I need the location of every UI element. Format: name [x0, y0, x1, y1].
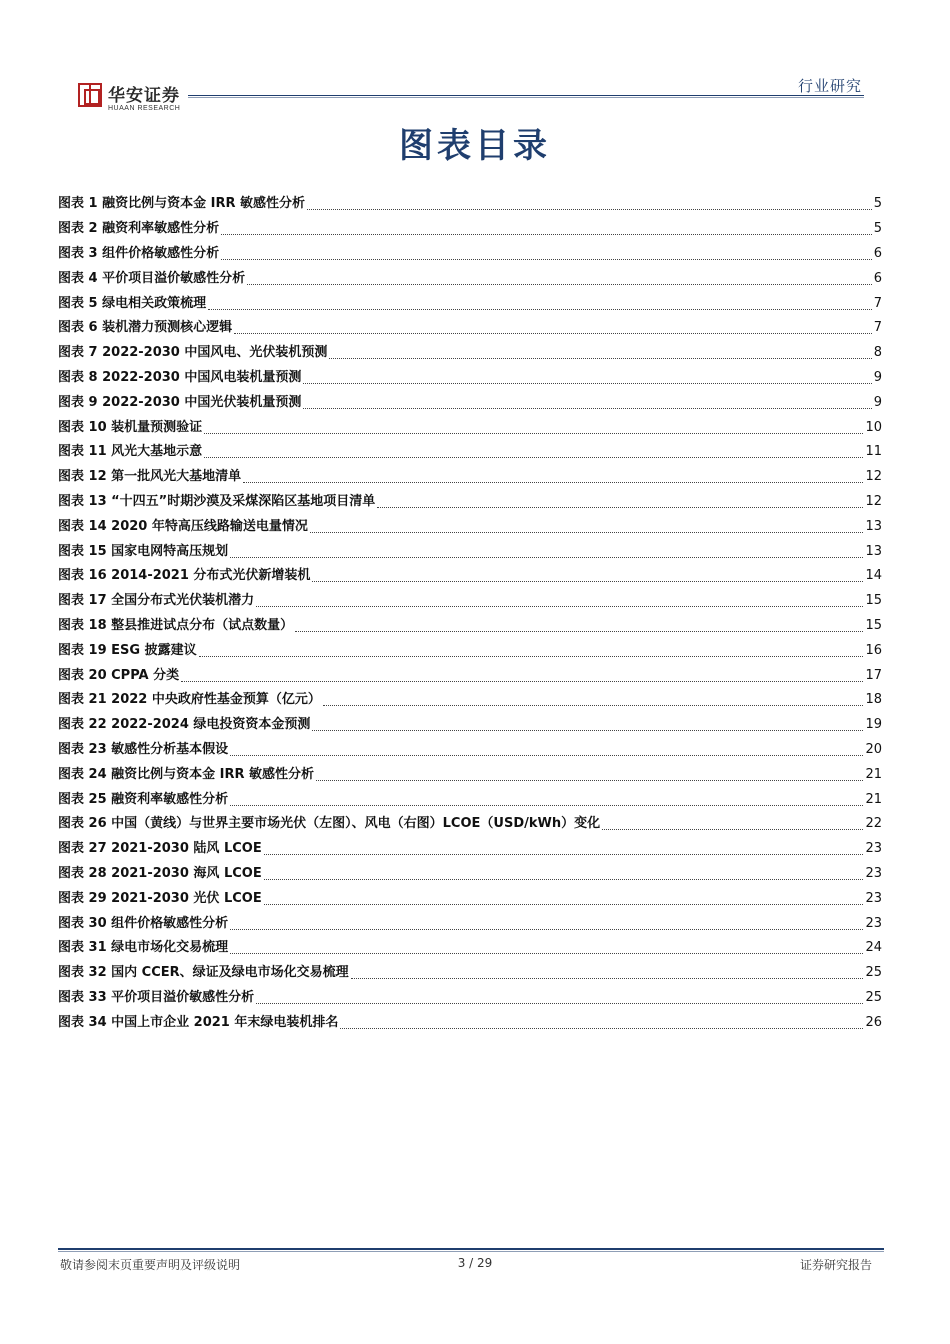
toc-entry[interactable]: [58, 514, 882, 539]
toc-leader-dots: [377, 506, 863, 508]
toc-leader-dots: [181, 680, 863, 682]
toc-leader-dots: [340, 1027, 863, 1029]
toc-entry[interactable]: [58, 986, 882, 1011]
toc-leader-dots: [316, 779, 863, 781]
toc-entry[interactable]: [58, 366, 882, 391]
toc-entry[interactable]: [58, 217, 882, 242]
toc-entry[interactable]: [58, 589, 882, 614]
toc-leader-dots: [230, 952, 863, 954]
toc-entry-page: 7: [873, 295, 882, 311]
toc-leader-dots: [303, 407, 871, 409]
footer-divider-secondary: [58, 1251, 884, 1252]
toc-entry-label: 图表 5 绿电相关政策梳理: [58, 295, 207, 311]
toc-entry-label: 图表 10 装机量预测验证: [58, 419, 203, 435]
header-divider: [188, 95, 864, 96]
toc-entry-label: 图表 31 绿电市场化交易梳理: [58, 940, 229, 956]
toc-entry-label: 图表 34 中国上市企业 2021 年末绿电装机排名: [58, 1014, 339, 1030]
toc-entry[interactable]: [58, 762, 882, 787]
toc-entry[interactable]: [58, 242, 882, 267]
toc-entry-page: 8: [873, 345, 882, 361]
section-label: 行业研究: [797, 77, 862, 95]
toc-entry-page: 26: [865, 1014, 882, 1030]
toc-entry-label: 图表 18 整县推进试点分布（试点数量）: [58, 617, 294, 633]
toc-entry-page: 15: [865, 617, 882, 633]
toc-entry[interactable]: [58, 911, 882, 936]
toc-entry[interactable]: [58, 738, 882, 763]
toc-entry-page: 12: [865, 469, 882, 485]
toc-leader-dots: [264, 853, 864, 855]
toc-leader-dots: [323, 704, 864, 706]
toc-leader-dots: [307, 208, 872, 210]
toc-entry[interactable]: [58, 886, 882, 911]
toc-entry[interactable]: [58, 862, 882, 887]
toc-entry[interactable]: [58, 614, 882, 639]
footer-divider: [58, 1248, 884, 1250]
toc-leader-dots: [204, 456, 863, 458]
toc-entry-label: 图表 27 2021-2030 陆风 LCOE: [58, 841, 262, 857]
toc-entry-page: 14: [865, 568, 882, 584]
toc-entry-page: 25: [865, 989, 882, 1005]
toc-entry[interactable]: [58, 812, 882, 837]
toc-leader-dots: [204, 432, 863, 434]
toc-leader-dots: [256, 605, 863, 607]
toc-entry-label: 图表 26 中国（黄线）与世界主要市场光伏（左图）、风电（右图）LCOE（USD/kWh）变化: [58, 816, 601, 832]
toc-leader-dots: [234, 332, 872, 334]
toc-entry[interactable]: [58, 961, 882, 986]
toc-entry[interactable]: [58, 465, 882, 490]
toc-entry-label: 图表 13 “十四五”时期沙漠及采煤深陷区基地项目清单: [58, 493, 376, 509]
disclaimer-note: 敬请参阅末页重要声明及评级说明: [60, 1258, 241, 1272]
toc-entry-label: 图表 28 2021-2030 海风 LCOE: [58, 865, 262, 881]
toc-leader-dots: [247, 283, 872, 285]
toc-entry[interactable]: [58, 1010, 882, 1035]
toc-entry-page: 13: [865, 543, 882, 559]
page-number: 3 / 29: [457, 1256, 493, 1270]
toc-entry-label: 图表 32 国内 CCER、绿证及绿电市场化交易梳理: [58, 965, 349, 981]
toc-entry[interactable]: [58, 490, 882, 515]
toc-entry[interactable]: [58, 266, 882, 291]
toc-leader-dots: [208, 308, 872, 310]
toc-leader-dots: [602, 828, 863, 830]
toc-entry[interactable]: [58, 341, 882, 366]
toc-leader-dots: [230, 928, 863, 930]
logo-seal-icon: [78, 83, 102, 107]
toc-entry-page: 25: [865, 965, 882, 981]
toc-entry[interactable]: [58, 390, 882, 415]
toc-entry-label: 图表 29 2021-2030 光伏 LCOE: [58, 890, 262, 906]
toc-entry-label: 图表 17 全国分布式光伏装机潜力: [58, 593, 255, 609]
toc-entry-label: 图表 9 2022-2030 中国光伏装机量预测: [58, 394, 302, 410]
header-divider-secondary: [188, 97, 864, 98]
toc-entry-label: 图表 20 CPPA 分类: [58, 667, 180, 683]
toc-leader-dots: [264, 903, 864, 905]
toc-entry-page: 11: [865, 444, 882, 460]
toc-entry[interactable]: [58, 564, 882, 589]
toc-entry-label: 图表 1 融资比例与资本金 IRR 敏感性分析: [58, 196, 306, 212]
toc-entry[interactable]: [58, 688, 882, 713]
toc-leader-dots: [264, 878, 864, 880]
toc-leader-dots: [230, 556, 863, 558]
toc-leader-dots: [243, 481, 863, 483]
toc-entry-page: 12: [865, 493, 882, 509]
toc-entry-page: 19: [865, 717, 882, 733]
toc-entry[interactable]: [58, 539, 882, 564]
toc-entry[interactable]: [58, 291, 882, 316]
toc-entry[interactable]: [58, 440, 882, 465]
toc-leader-dots: [230, 804, 863, 806]
toc-entry-page: 5: [873, 196, 882, 212]
toc-leader-dots: [295, 630, 863, 632]
toc-entry-label: 图表 25 融资利率敏感性分析: [58, 791, 229, 807]
toc-entry-page: 13: [865, 518, 882, 534]
toc-leader-dots: [312, 580, 863, 582]
toc-entry[interactable]: [58, 837, 882, 862]
toc-entry-page: 6: [873, 245, 882, 261]
toc-entry-page: 23: [865, 915, 882, 931]
brand-subtitle: HUAAN RESEARCH: [108, 105, 181, 112]
toc-entry-label: 图表 22 2022-2024 绿电投资资本金预测: [58, 717, 311, 733]
toc-entry-label: 图表 12 第一批风光大基地清单: [58, 469, 242, 485]
toc-entry-label: 图表 7 2022-2030 中国风电、光伏装机预测: [58, 345, 328, 361]
page-title: 图表目录: [399, 126, 551, 166]
toc-entry-label: 图表 3 组件价格敏感性分析: [58, 245, 220, 261]
toc-leader-dots: [221, 233, 872, 235]
toc-entry-page: 15: [865, 593, 882, 609]
toc-entry[interactable]: [58, 663, 882, 688]
toc-entry-page: 9: [873, 394, 882, 410]
toc-entry[interactable]: [58, 936, 882, 961]
toc-leader-dots: [312, 729, 863, 731]
toc-entry[interactable]: [58, 638, 882, 663]
toc-entry[interactable]: [58, 316, 882, 341]
toc-entry-page: 7: [873, 320, 882, 336]
toc-entry-page: 17: [865, 667, 882, 683]
toc-leader-dots: [351, 977, 864, 979]
toc-leader-dots: [310, 531, 864, 533]
toc-entry-label: 图表 24 融资比例与资本金 IRR 敏感性分析: [58, 766, 315, 782]
toc-leader-dots: [303, 382, 871, 384]
toc-entry-label: 图表 21 2022 中央政府性基金预算（亿元）: [58, 692, 321, 708]
toc-entry-page: 16: [865, 642, 882, 658]
toc-entry-label: 图表 16 2014-2021 分布式光伏新增装机: [58, 568, 311, 584]
page-header: [0, 0, 950, 130]
toc-leader-dots: [329, 357, 871, 359]
toc-leader-dots: [230, 754, 863, 756]
toc-entry-page: 23: [865, 890, 882, 906]
toc-entry-page: 21: [865, 791, 882, 807]
toc-entry-page: 22: [865, 816, 882, 832]
toc-entry-page: 5: [873, 221, 882, 237]
toc-leader-dots: [199, 655, 864, 657]
toc-entry-label: 图表 33 平价项目溢价敏感性分析: [58, 989, 255, 1005]
toc-entry-page: 21: [865, 766, 882, 782]
report-type: 证券研究报告: [799, 1258, 872, 1272]
toc-entry-page: 6: [873, 270, 882, 286]
toc-entry-label: 图表 8 2022-2030 中国风电装机量预测: [58, 369, 302, 385]
toc-leader-dots: [256, 1002, 863, 1004]
toc-entry-label: 图表 15 国家电网特高压规划: [58, 543, 229, 559]
table-of-figures: [58, 192, 882, 1035]
toc-entry[interactable]: [58, 713, 882, 738]
company-logo: [78, 83, 218, 123]
toc-entry-page: 24: [865, 940, 882, 956]
toc-entry[interactable]: [58, 415, 882, 440]
toc-entry-label: 图表 19 ESG 披露建议: [58, 642, 197, 658]
toc-entry-label: 图表 6 装机潜力预测核心逻辑: [58, 320, 233, 336]
toc-entry-label: 图表 4 平价项目溢价敏感性分析: [58, 270, 246, 286]
toc-entry-page: 9: [873, 369, 882, 385]
toc-entry-page: 10: [865, 419, 882, 435]
toc-entry-label: 图表 23 敏感性分析基本假设: [58, 741, 229, 757]
toc-entry-label: 图表 14 2020 年特高压线路输送电量情况: [58, 518, 308, 534]
toc-entry-page: 18: [865, 692, 882, 708]
toc-entry-page: 20: [865, 741, 882, 757]
toc-entry-page: 23: [865, 841, 882, 857]
toc-entry[interactable]: [58, 192, 882, 217]
brand-name: 华安证券: [108, 86, 180, 106]
toc-entry-label: 图表 2 融资利率敏感性分析: [58, 221, 220, 237]
toc-entry[interactable]: [58, 787, 882, 812]
toc-leader-dots: [221, 258, 872, 260]
toc-entry-page: 23: [865, 865, 882, 881]
toc-entry-label: 图表 11 风光大基地示意: [58, 444, 203, 460]
toc-entry-label: 图表 30 组件价格敏感性分析: [58, 915, 229, 931]
